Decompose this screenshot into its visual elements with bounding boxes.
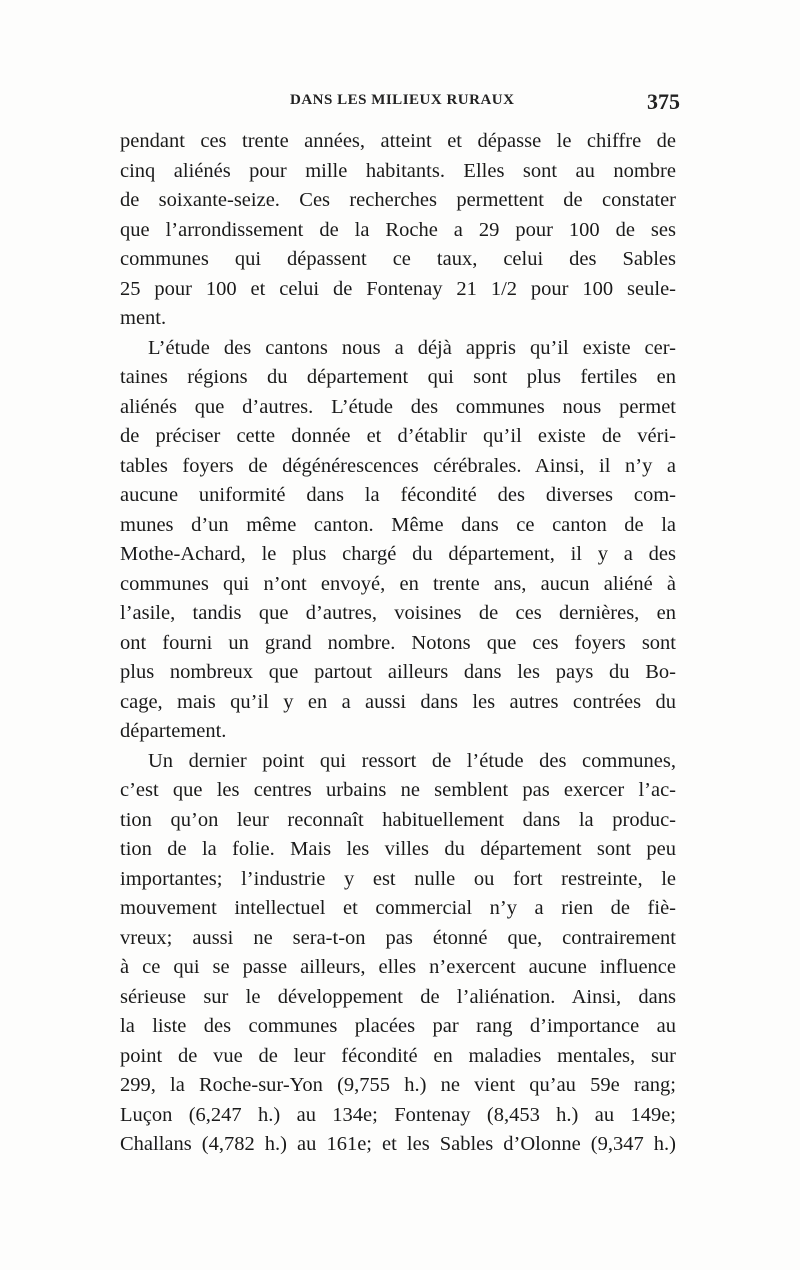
text-line: département.	[120, 720, 227, 742]
text-line: cage, mais qu’il y en a aussi dans les autres contrées du	[120, 690, 676, 713]
text-line: 299, la Roche-sur-Yon (9,755 h.) ne vient qu’au 59e rang;	[120, 1074, 676, 1096]
text-line: à ce qui se passe ailleurs, elles n’exercent aucune influence	[120, 956, 676, 978]
text-line: aucune uniformité dans la fécondité des diverses com-	[120, 484, 676, 506]
text-line: taines régions du département qui sont plus fertiles en	[120, 366, 676, 388]
text-line: de soixante-seize. Ces recherches permettent de constater	[120, 189, 676, 211]
text-line: communes qui n’ont envoyé, en trente ans, aucun aliéné à	[120, 572, 676, 595]
text-line: tables foyers de dégénérescences cérébrales. Ainsi, il n’y a	[120, 454, 676, 477]
text-line: importantes; l’industrie y est nulle ou fort restreinte, le	[120, 867, 676, 890]
text-line: munes d’un même canton. Même dans ce canton de la	[120, 513, 676, 536]
page-number: 375	[647, 89, 680, 114]
text-line: aliénés que d’autres. L’étude des communes nous permet	[120, 395, 676, 418]
text-line: tion qu’on leur reconnaît habituellement dans la produc-	[120, 808, 676, 831]
text-line: mouvement intellectuel et commercial n’y a rien de fiè-	[120, 897, 676, 919]
text-line: tion de la folie. Mais les villes du département sont peu	[120, 838, 676, 860]
running-head	[120, 89, 680, 116]
text-line: Challans (4,782 h.) au 161e; et les Sables d’Olonne (9,347 h.)	[120, 1133, 676, 1155]
text-line: L’étude des cantons nous a déjà appris qu’il existe cer-	[148, 336, 676, 359]
text-line: la liste des communes placées par rang d’importance au	[120, 1015, 676, 1037]
text-line: sérieuse sur le développement de l’aliénation. Ainsi, dans	[120, 985, 676, 1008]
running-title: DANS LES MILIEUX RURAUX	[290, 92, 515, 108]
text-line: 25 pour 100 et celui de Fontenay 21 1/2 pour 100 seule-	[120, 277, 676, 300]
text-line: de préciser cette donnée et d’établir qu’il existe de véri-	[120, 425, 676, 447]
text-line: cinq aliénés pour mille habitants. Elles sont au nombre	[120, 159, 676, 182]
text-line: que l’arrondissement de la Roche a 29 pour 100 de ses	[120, 218, 676, 241]
text-line: plus nombreux que partout ailleurs dans les pays du Bo-	[120, 661, 676, 683]
text-line: Un dernier point qui ressort de l’étude des communes,	[148, 749, 676, 772]
text-line: ont fourni un grand nombre. Notons que ces foyers sont	[120, 631, 676, 654]
text-line: point de vue de leur fécondité en maladies mentales, sur	[120, 1044, 676, 1067]
text-line: pendant ces trente années, atteint et dépasse le chiffre de	[120, 130, 676, 152]
text-line: ment.	[120, 307, 167, 329]
text-line: communes qui dépassent ce taux, celui des Sables	[120, 248, 676, 270]
text-line: vreux; aussi ne sera-t-on pas étonné que, contrairement	[120, 926, 676, 949]
text-line: Luçon (6,247 h.) au 134e; Fontenay (8,453 h.) au 149e;	[120, 1103, 676, 1126]
text-line: c’est que les centres urbains ne semblent pas exercer l’ac-	[120, 779, 676, 801]
text-line: Mothe-Achard, le plus chargé du département, il y a des	[120, 543, 676, 565]
body-text	[120, 127, 676, 1160]
text-line: l’asile, tandis que d’autres, voisines de ces dernières, en	[120, 602, 676, 624]
